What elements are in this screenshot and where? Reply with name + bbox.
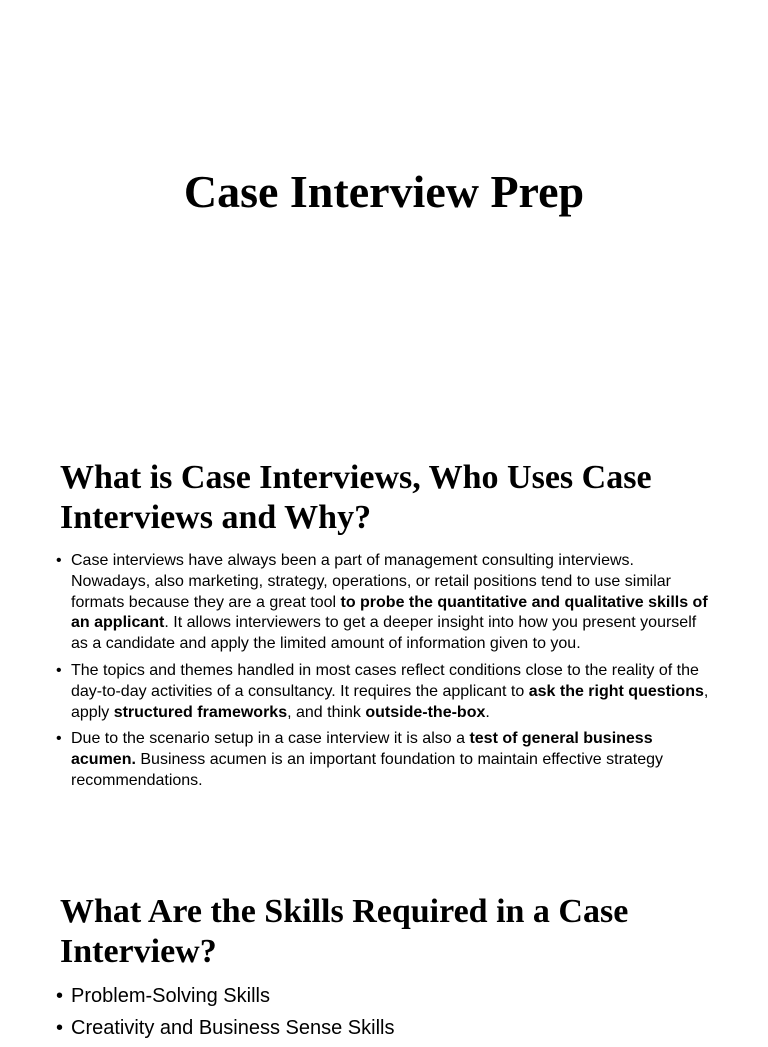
bullet-text: . It allows interviewers to get a deeper insight into how you present yourself as a candidate and apply the limited amount of information given to you. (71, 614, 697, 653)
bullet-text: . (485, 703, 490, 721)
bullet-text-bold: structured frameworks (113, 703, 288, 721)
section-heading-skills: What Are the Skills Required in a Case Interview? (60, 893, 629, 970)
list-item (56, 1015, 716, 1041)
list-item (56, 661, 716, 723)
page-title: Case Interview Prep (183, 166, 585, 217)
bullet-text: Problem-Solving Skills (71, 985, 270, 1007)
bullet-list-case-interviews (56, 551, 716, 798)
section-heading-case-interviews: What is Case Interviews, Who Uses Case Interviews and Why? (60, 459, 652, 536)
bullet-icon: • (56, 1017, 64, 1039)
bullet-text: Case interviews have always been a part of management consulting interviews. Nowadays, also marketing, strategy, operations, or retail positions tend to use similar formats because they are a great tool (71, 552, 671, 611)
list-item (56, 729, 716, 791)
bullet-text: Due to the scenario setup in a case interview it is also a (71, 730, 470, 748)
bullet-text: The topics and themes handled in most cases reflect conditions close to the reality of the day-to-day activities of a consultancy. It requires the applicant to (71, 661, 699, 700)
bullet-icon: • (56, 985, 64, 1007)
bullet-text: , apply (71, 682, 709, 721)
list-item (56, 983, 716, 1009)
bullet-icon: • (56, 661, 62, 679)
bullet-icon: • (56, 730, 62, 748)
bullet-text-bold: outside-the-box (365, 703, 486, 721)
bullet-text-bold: to probe the quantitative and qualitative skills of an applicant (71, 593, 708, 632)
bullet-text: Creativity and Business Sense Skills (71, 1017, 395, 1039)
list-item (56, 551, 716, 655)
bullet-text: , and think (287, 703, 366, 721)
bullet-text-bold: test of general business acumen. (71, 730, 653, 769)
bullet-text-bold: ask the right questions (528, 682, 704, 700)
bullet-text: Business acumen is an important foundation to maintain effective strategy recommendations. (71, 751, 664, 789)
bullet-icon: • (56, 552, 62, 569)
bullet-list-skills (56, 983, 716, 1047)
